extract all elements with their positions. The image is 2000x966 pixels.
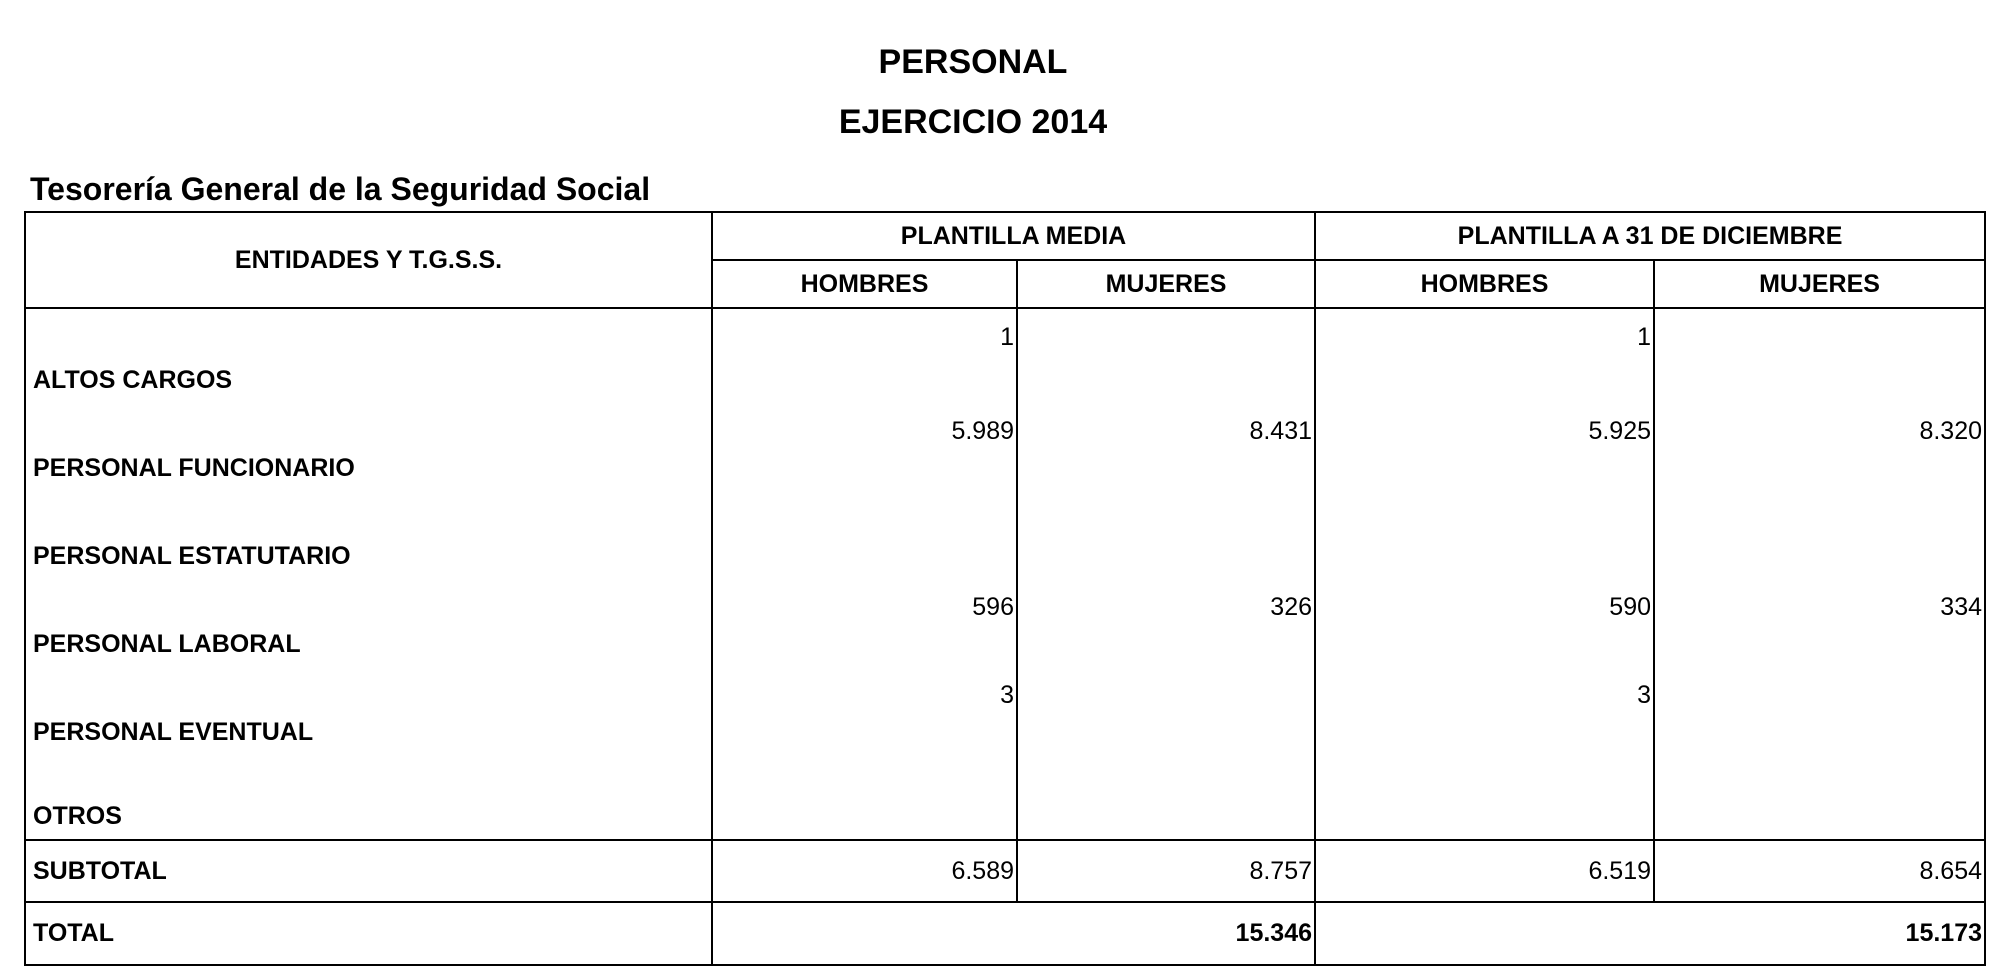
row-label: PERSONAL FUNCIONARIO [25, 403, 712, 491]
cell-media-mujeres [1017, 308, 1315, 403]
cell-dic-hombres: 3 [1315, 667, 1654, 755]
personnel-table [24, 211, 1986, 966]
row-label: PERSONAL EVENTUAL [25, 667, 712, 755]
subtotal-media-mujeres: 8.757 [1017, 840, 1315, 902]
subtotal-label: SUBTOTAL [25, 840, 712, 902]
row-label: PERSONAL LABORAL [25, 579, 712, 667]
cell-media-mujeres: 8.431 [1017, 403, 1315, 491]
total-label: TOTAL [25, 902, 712, 965]
entity-name: Tesorería General de la Seguridad Social [30, 171, 651, 207]
page-title: PERSONAL [878, 43, 1068, 81]
cell-media-hombres: 3 [712, 667, 1017, 755]
cell-dic-mujeres: 334 [1654, 579, 1985, 667]
cell-media-hombres [712, 491, 1017, 579]
header-plantilla-diciembre: PLANTILLA A 31 DE DICIEMBRE [1315, 212, 1985, 260]
header-entities: ENTIDADES Y T.G.S.S. [25, 212, 712, 308]
table-row [25, 308, 1985, 403]
cell-media-hombres [712, 755, 1017, 840]
row-label: PERSONAL ESTATUTARIO [25, 491, 712, 579]
cell-dic-mujeres [1654, 491, 1985, 579]
page-subtitle: EJERCICIO 2014 [838, 103, 1108, 141]
cell-media-hombres: 5.989 [712, 403, 1017, 491]
cell-dic-hombres: 1 [1315, 308, 1654, 403]
header-dic-hombres: HOMBRES [1315, 260, 1654, 308]
cell-media-mujeres [1017, 491, 1315, 579]
cell-dic-hombres: 5.925 [1315, 403, 1654, 491]
cell-media-mujeres [1017, 667, 1315, 755]
header-media-mujeres: MUJERES [1017, 260, 1315, 308]
table-row [25, 755, 1985, 840]
cell-media-hombres: 596 [712, 579, 1017, 667]
subtotal-row [25, 840, 1985, 902]
cell-dic-mujeres [1654, 755, 1985, 840]
subtotal-media-hombres: 6.589 [712, 840, 1017, 902]
cell-dic-hombres: 590 [1315, 579, 1654, 667]
row-label: ALTOS CARGOS [25, 308, 712, 403]
total-media: 15.346 [712, 902, 1315, 965]
cell-media-mujeres [1017, 755, 1315, 840]
subtotal-dic-mujeres: 8.654 [1654, 840, 1985, 902]
cell-dic-mujeres [1654, 667, 1985, 755]
table-row [25, 403, 1985, 491]
cell-dic-hombres [1315, 491, 1654, 579]
cell-dic-mujeres [1654, 308, 1985, 403]
total-dic: 15.173 [1315, 902, 1985, 965]
cell-media-mujeres: 326 [1017, 579, 1315, 667]
header-plantilla-media: PLANTILLA MEDIA [712, 212, 1315, 260]
cell-dic-mujeres: 8.320 [1654, 403, 1985, 491]
row-label: OTROS [25, 755, 712, 840]
header-dic-mujeres: MUJERES [1654, 260, 1985, 308]
table-row [25, 667, 1985, 755]
header-media-hombres: HOMBRES [712, 260, 1017, 308]
subtotal-dic-hombres: 6.519 [1315, 840, 1654, 902]
table-row [25, 579, 1985, 667]
cell-media-hombres: 1 [712, 308, 1017, 403]
table-row [25, 491, 1985, 579]
cell-dic-hombres [1315, 755, 1654, 840]
total-row [25, 902, 1985, 965]
